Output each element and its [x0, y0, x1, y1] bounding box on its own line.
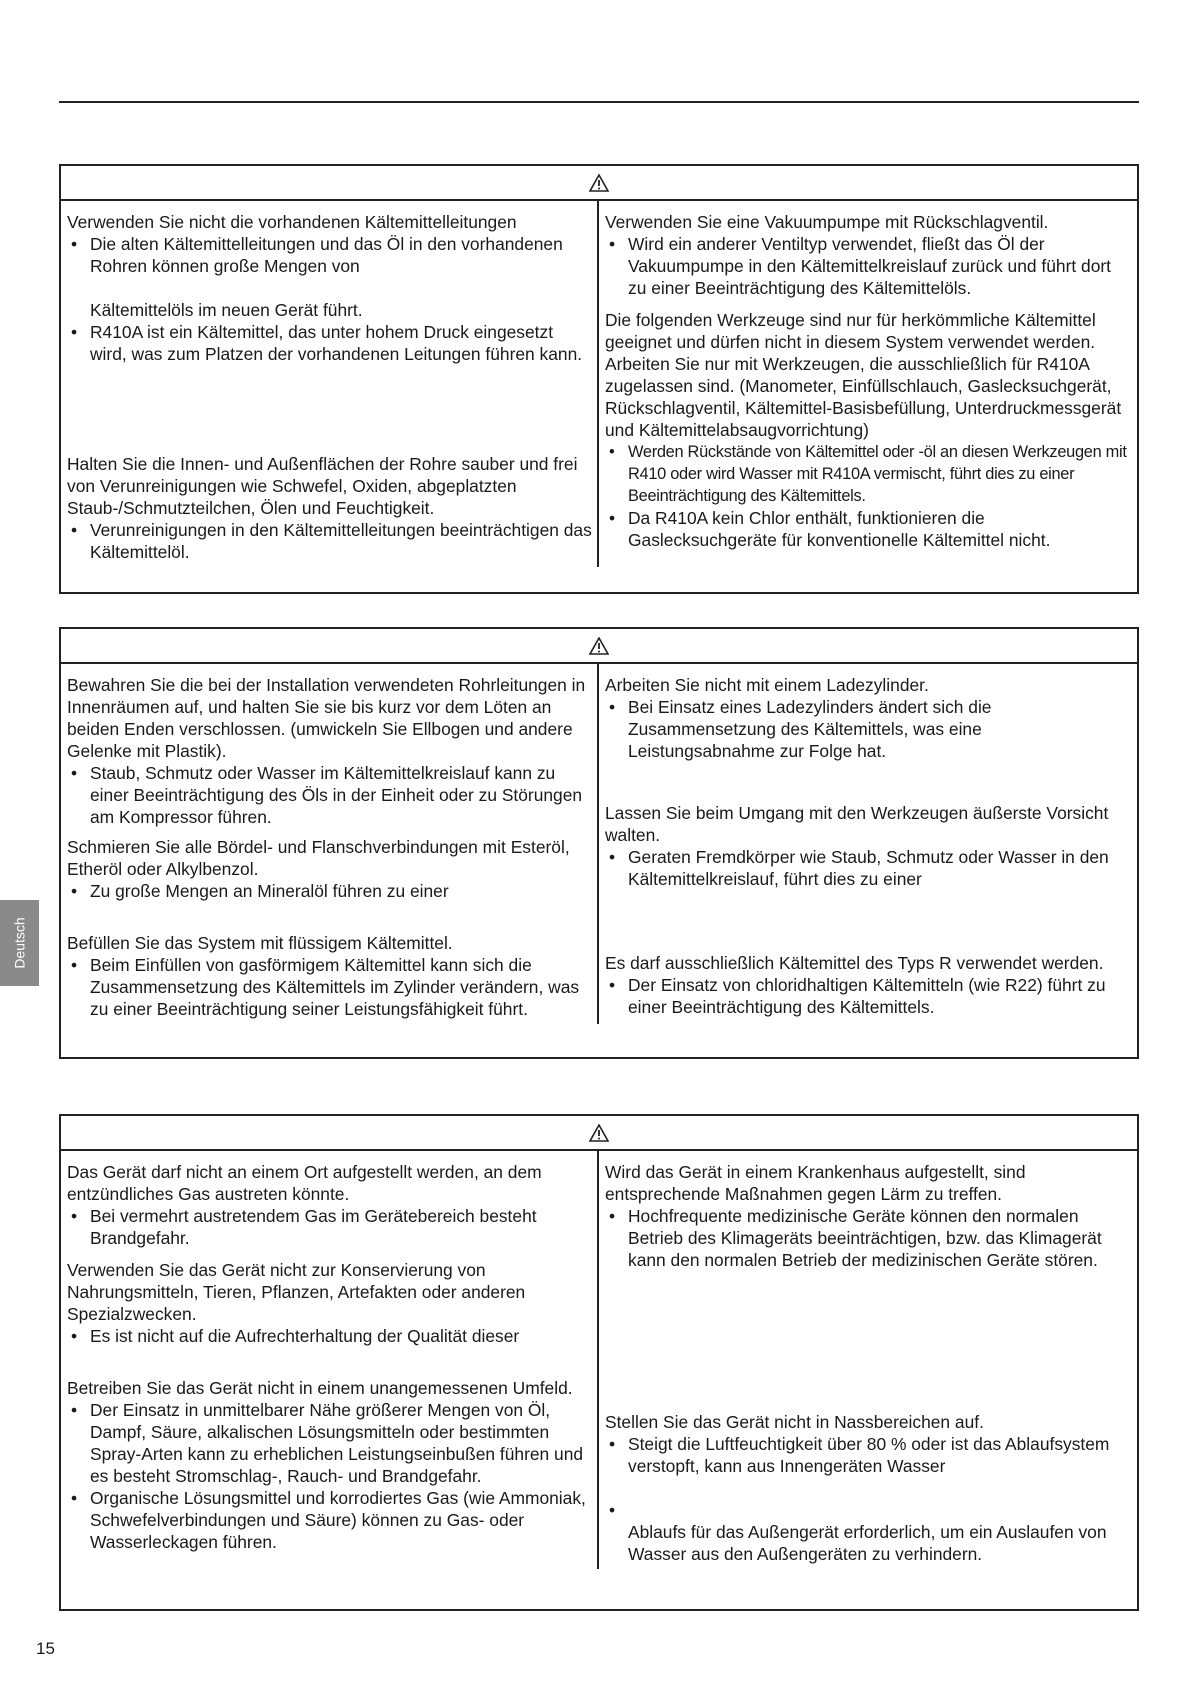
- warning-header: [61, 629, 1137, 664]
- instruction-heading: Befüllen Sie das System mit flüssigem Kältemittel.: [67, 933, 453, 953]
- language-side-tab: [0, 900, 39, 986]
- instruction-heading: Es darf ausschließlich Kältemittel des Typs R verwendet werden.: [605, 953, 1104, 973]
- instruction-heading: Betreiben Sie das Gerät nicht in einem unangemessenen Umfeld.: [67, 1378, 573, 1398]
- instruction-heading: Halten Sie die Innen- und Außenflächen der Rohre sauber und frei von Verunreinigungen wie Schwefel, Oxiden, abgeplatzten Staub-/Schmutzteilchen, Ölen und Feuchtigkeit.: [67, 454, 578, 518]
- warning-column-left: [61, 664, 599, 1024]
- instruction-heading: Die folgenden Werkzeuge sind nur für herkömmliche Kältemittel geeignet und dürfen nicht in diesem System verwendet werden. Arbeiten Sie nur mit Werkzeugen, die ausschließlich für R410A zugelassen sind. (Manometer, Einfüllschlauch, Gaslecksuchgerät, Rückschlagventil, Kältemittel-Basisbefüllung, Unterdruckmessgerät und Kältemittelabsaugvorrichtung): [605, 310, 1122, 440]
- bullet-item: • R410A ist ein Kältemittel, das unter hohem Druck eingesetzt wird, was zum Platzen der vorhandenen Leitungen führen kann.: [67, 321, 593, 365]
- warning-header: [61, 166, 1137, 201]
- bullet-item: • Geraten Fremdkörper wie Staub, Schmutz oder Wasser in den Kältemittelkreislauf, führt dies zu einer: [605, 846, 1133, 890]
- bullet-item: • Steigt die Luftfeuchtigkeit über 80 % oder ist das Ablaufsystem verstopft, kann aus Innengeräten Wasser: [605, 1433, 1133, 1477]
- bullet-item: • Der Einsatz in unmittelbarer Nähe größerer Mengen von Öl, Dampf, Säure, alkalischen Lösungsmitteln oder bestimmten Spray-Arten kann zu erheblichen Leistungseinbußen führen und es besteht Stromschlag-, Rauch- und Brandgefahr.: [67, 1399, 593, 1487]
- bullet-item: [605, 1499, 1133, 1521]
- warning-triangle-icon: [589, 174, 609, 192]
- instruction-heading: Das Gerät darf nicht an einem Ort aufgestellt werden, an dem entzündliches Gas austreten könnte.: [67, 1162, 542, 1204]
- bullet-item: • Beim Einfüllen von gasförmigem Kältemittel kann sich die Zusammensetzung des Kältemittels im Zylinder verändern, was zu einer Beeinträchtigung seiner Leistungsfähigkeit führt.: [67, 954, 593, 1020]
- instruction-heading: Ablaufs für das Außengerät erforderlich, um ein Auslaufen von Wasser aus den Außengeräten zu verhindern.: [628, 1522, 1107, 1564]
- warning-box-refrigerant-lines: [59, 164, 1139, 594]
- warning-column-left: [61, 201, 599, 567]
- warning-triangle-icon: [589, 1124, 609, 1142]
- instruction-heading: Lassen Sie beim Umgang mit den Werkzeugen äußerste Vorsicht walten.: [605, 803, 1109, 845]
- instruction-heading: Verwenden Sie das Gerät nicht zur Konservierung von Nahrungsmitteln, Tieren, Pflanzen, Artefakten oder anderen Spezialzwecken.: [67, 1260, 526, 1324]
- warning-header: [61, 1116, 1137, 1151]
- bullet-item: • Werden Rückstände von Kältemittel oder -öl an diesen Werkzeugen mit R410 oder wird Wasser mit R410A vermischt, führt dies zu einer Beeinträchtigung des Kältemittels.: [605, 441, 1133, 507]
- bullet-item: • Organische Lösungsmittel und korrodiertes Gas (wie Ammoniak, Schwefelverbindungen und Säure) können zu Gas- oder Wasserleckagen führen.: [67, 1487, 593, 1553]
- bullet-item: • Staub, Schmutz oder Wasser im Kältemittelkreislauf kann zu einer Beeinträchtigung des Öls in der Einheit oder zu Störungen am Kompressor führen.: [67, 762, 593, 828]
- warning-box-location: [59, 1114, 1139, 1611]
- bullet-item: • Bei Einsatz eines Ladezylinders ändert sich die Zusammensetzung des Kältemittels, was eine Leistungsabnahme zur Folge hat.: [605, 696, 1133, 762]
- warning-triangle-icon: [589, 637, 609, 655]
- page-number: 15: [36, 1639, 55, 1658]
- bullet-item: • Die alten Kältemittelleitungen und das Öl in den vorhandenen Rohren können große Mengen von: [67, 233, 593, 277]
- bullet-item: • Verunreinigungen in den Kältemittelleitungen beeinträchtigen das Kältemittelöl.: [67, 519, 593, 563]
- language-label: Deutsch: [11, 917, 28, 969]
- instruction-heading: Bewahren Sie die bei der Installation verwendeten Rohrleitungen in Innenräumen auf, und halten Sie sie bis kurz vor dem Löten an beiden Enden verschlossen. (umwickeln Sie Ellbogen und andere Gelenke mit Plastik).: [67, 675, 586, 761]
- warning-column-left: [61, 1151, 599, 1569]
- instruction-heading: Kältemittelöls im neuen Gerät führt.: [90, 300, 363, 320]
- instruction-heading: Verwenden Sie nicht die vorhandenen Kältemittelleitungen: [67, 212, 517, 232]
- instruction-heading: Wird das Gerät in einem Krankenhaus aufgestellt, sind entsprechende Maßnahmen gegen Lärm zu treffen.: [605, 1162, 1026, 1204]
- instruction-heading: Schmieren Sie alle Bördel- und Flanschverbindungen mit Esteröl, Etheröl oder Alkylbenzol.: [67, 837, 570, 879]
- warning-column-right: [599, 1151, 1137, 1569]
- warning-column-right: [599, 201, 1137, 567]
- bullet-item: • Zu große Mengen an Mineralöl führen zu einer: [67, 880, 593, 902]
- bullet-item: • Da R410A kein Chlor enthält, funktionieren die Gaslecksuchgeräte für konventionelle Kältemittel nicht.: [605, 507, 1133, 551]
- bullet-item: • Wird ein anderer Ventiltyp verwendet, fließt das Öl der Vakuumpumpe in den Kältemittelkreislauf zurück und führt dort zu einer Beeinträchtigung des Kältemittelöls.: [605, 233, 1133, 299]
- bullet-item: • Bei vermehrt austretendem Gas im Gerätebereich besteht Brandgefahr.: [67, 1205, 593, 1249]
- warning-column-right: [599, 664, 1137, 1024]
- instruction-heading: Arbeiten Sie nicht mit einem Ladezylinder.: [605, 675, 929, 695]
- warning-box-installation: [59, 627, 1139, 1059]
- instruction-heading: Stellen Sie das Gerät nicht in Nassbereichen auf.: [605, 1412, 984, 1432]
- instruction-heading: Verwenden Sie eine Vakuumpumpe mit Rückschlagventil.: [605, 212, 1049, 232]
- bullet-item: • Hochfrequente medizinische Geräte können den normalen Betrieb des Klimageräts beeinträchtigen, bzw. das Klimagerät kann den normalen Betrieb der medizinischen Geräte stören.: [605, 1205, 1133, 1271]
- bullet-item: • Es ist nicht auf die Aufrechterhaltung der Qualität dieser: [67, 1325, 593, 1347]
- top-rule: [59, 101, 1139, 103]
- bullet-item: • Der Einsatz von chloridhaltigen Kältemitteln (wie R22) führt zu einer Beeinträchtigung des Kältemittels.: [605, 974, 1133, 1018]
